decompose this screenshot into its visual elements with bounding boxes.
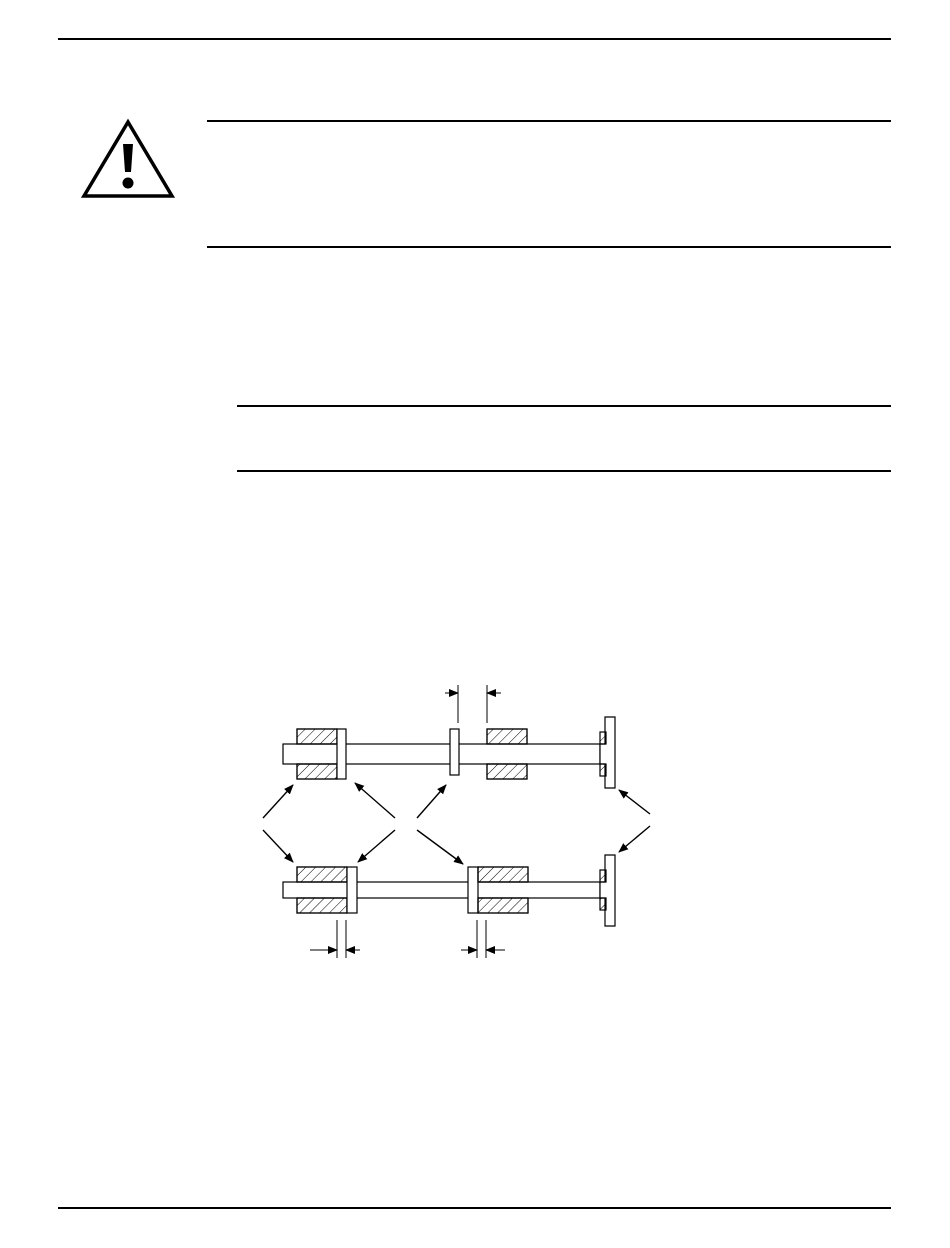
warning-triangle-icon: [80, 118, 176, 202]
footer-rule: [58, 1207, 891, 1209]
warning-top-rule: [207, 120, 891, 122]
upper-shaft-assembly: [283, 717, 615, 788]
bottom-gap-dimension-left: [310, 920, 360, 958]
shaft-assembly-diagram: [255, 680, 660, 965]
bottom-gap-dimension-right: [461, 920, 505, 958]
note-bottom-rule: [237, 470, 891, 472]
note-top-rule: [237, 405, 891, 407]
top-gap-dimension: [445, 685, 501, 723]
header-rule: [58, 38, 891, 40]
warning-bottom-rule: [207, 246, 891, 248]
lower-shaft-assembly: [283, 855, 615, 926]
leader-arrows: [263, 783, 650, 864]
